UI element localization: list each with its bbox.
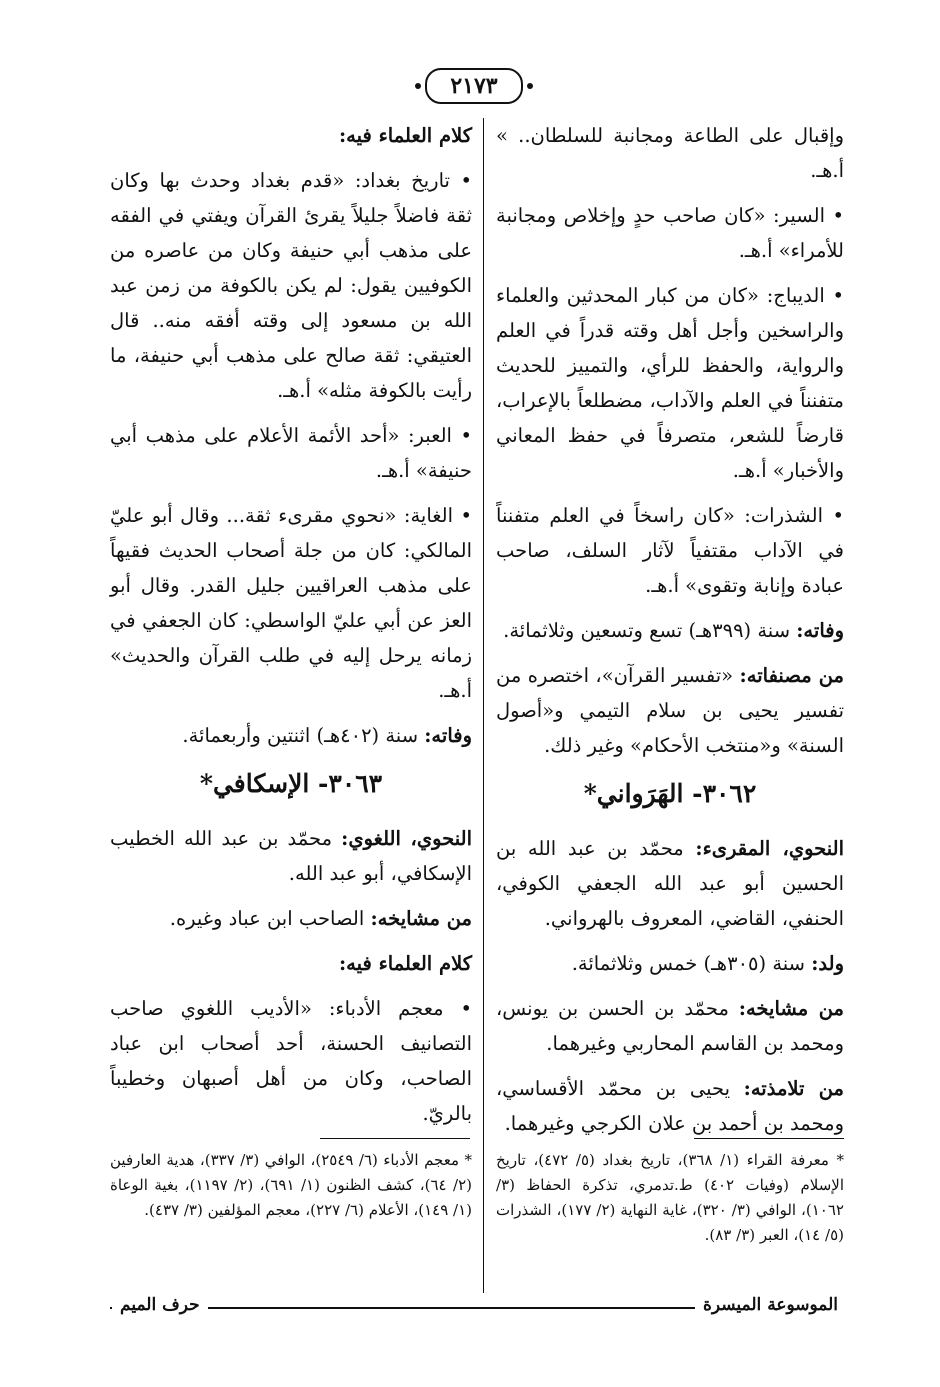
paragraph: • معجم الأدباء: «الأديب اللغوي صاحب التصانيف الحسنة، أحد أصحاب ابن عباد الصاحب، وكان من أهل أصبهان وخطيباً بالريّ.: [110, 997, 472, 1125]
teachers-text: محمّد بن الحسن بن يونس، ومحمد بن القاسم المحاربي وغيرهما.: [496, 997, 844, 1055]
teachers-text: الصاحب ابن عباد وغيره.: [169, 907, 371, 930]
footnote-rule: [320, 1138, 470, 1139]
death-text: سنة (٣٩٩هـ) تسع وتسعين وثلاثمائة.: [503, 619, 797, 642]
birth-text: سنة (٣٠٥هـ) خمس وثلاثمائة.: [571, 952, 812, 975]
title-entry: [110, 821, 472, 891]
students-entry: [496, 1071, 844, 1141]
page-number: ٢١٧٣: [425, 68, 523, 104]
teachers-entry: [110, 901, 472, 936]
paragraph: • الغاية: «نحوي مقرىء ثقة... وقال أبو عليّ المالكي: كان من جلة أصحاب الحديث فقيهاً على مذهب العراقيين جليل القدر. وقال أبو العز عن أبي عليّ الواسطي: كان الجعفي في زمانه يرحل إليه في طلب القرآن والحديث» أ.هـ.: [110, 504, 472, 702]
teachers-label: من مشايخه:: [370, 907, 472, 930]
entry-heading: ٣٠٦٢- الهَرَواني*: [583, 779, 757, 808]
footer-book-title: الموسوعة الميسرة: [695, 1292, 846, 1318]
title-label: النحوي، اللغوي:: [341, 827, 472, 850]
footnote-left: * معجم الأدباء (٦/ ٢٥٤٩)، الوافي (٣/ ٣٣٧)، هدية العارفين (٢/ ٦٤)، كشف الظنون (١/ ٦٩١)، (٢/ ١١٩٧)، بغية الوعاة (١/ ١٤٩)، الأعلام (٦/ ٢٢٧)، معجم المؤلفين (٣/ ٤٣٧).: [110, 1151, 473, 1219]
footnote-right: * معرفة القراء (١/ ٣٦٨)، تاريخ بغداد (٥/ ٤٧٢)، تاريخ الإسلام (وفيات ٤٠٢) ط.تدمري، تذكرة الحفاظ (٣/ ١٠٦٢)، الوافي (٣/ ٣٢٠)، غاية النهاية (٢/ ١٧٧)، الشذرات (٥/ ١٤)، العبر (٣/ ٨٣).: [496, 1151, 844, 1244]
death-entry: [110, 718, 472, 753]
paragraph: • العبر: «أحد الأئمة الأعلام على مذهب أبي حنيفة» أ.هـ.: [110, 424, 472, 482]
works-entry: [496, 658, 844, 763]
column-divider: [483, 118, 484, 1293]
teachers-label: من مشايخه:: [738, 997, 844, 1020]
paragraph: • تاريخ بغداد: «قدم بغداد وحدث بها وكان ثقة فاضلاً جليلاً يقرئ القرآن ويفتي في الفقه على مذهب أبي حنيفة وكان من عاصره من الكوفيين يقول: لم يكن بالكوفة من زمن عبد الله بن مسعود إلى وقته أفقه منه.. قال العتيقي: ثقة صالح على مذهب أبي حنيفة، ما رأيت بالكوفة مثله» أ.هـ.: [110, 169, 472, 402]
works-label: من مصنفاته:: [739, 664, 845, 687]
footer-section: حرف الميم: [112, 1292, 208, 1318]
left-column: [110, 118, 472, 1141]
paragraph: • السير: «كان صاحب حدٍ وإخلاص ومجانبة للأمراء» أ.هـ.: [496, 204, 844, 262]
teachers-entry: [496, 991, 844, 1061]
birth-label: ولد:: [811, 952, 844, 975]
paragraph: • الشذرات: «كان راسخاً في العلم متفنناً في الآداب مقتفياً لآثار السلف، صاحب عبادة وإنابة وتقوى» أ.هـ.: [496, 504, 844, 597]
footnote-rule: [694, 1138, 844, 1139]
scholars-heading: كلام العلماء فيه:: [338, 952, 472, 975]
title-text: محمّد بن عبد الله الخطيب الإسكافي، أبو عبد الله.: [110, 827, 472, 885]
title-text: محمّد بن عبد الله بن الحسين أبو عبد الله الجعفي الكوفي، الحنفي، القاضي، المعروف بالهرواني.: [496, 837, 844, 930]
right-column: [496, 118, 844, 1151]
death-label: وفاته:: [796, 619, 844, 642]
paragraph: • الديباج: «كان من كبار المحدثين والعلماء والراسخين وأجل أهل وقته قدراً في العلم والرواية، والحفظ للرأي، والتمييز للحديث متفنناً في العلم والآداب، مضطلعاً بالإعراب، قارضاً للشعر، متصرفاً في حفظ المعاني والأخبار» أ.هـ.: [496, 284, 844, 482]
birth-entry: [496, 946, 844, 981]
scholars-heading: كلام العلماء فيه:: [338, 124, 472, 147]
students-label: من تلامذته:: [743, 1077, 845, 1100]
death-entry: [496, 613, 844, 648]
paragraph: وإقبال على الطاعة ومجانبة للسلطان.. » أ.هـ.: [496, 124, 844, 182]
title-label: النحوي، المقرىء:: [695, 837, 845, 860]
entry-heading: ٣٠٦٣- الإسكافي*: [199, 769, 383, 798]
death-label: وفاته:: [424, 724, 472, 747]
death-text: سنة (٤٠٢هـ) اثنتين وأربعمائة.: [182, 724, 425, 747]
students-text: يحيى بن محمّد الأقساسي، ومحمد بن أحمد بن علان الكرجي وغيرهما.: [496, 1077, 844, 1135]
works-text: «تفسير القرآن»، اختصره من تفسير يحيى بن سلام التيمي و«أصول السنة» و«منتخب الأحكام» وغير ذلك.: [496, 664, 844, 757]
title-entry: [496, 831, 844, 936]
